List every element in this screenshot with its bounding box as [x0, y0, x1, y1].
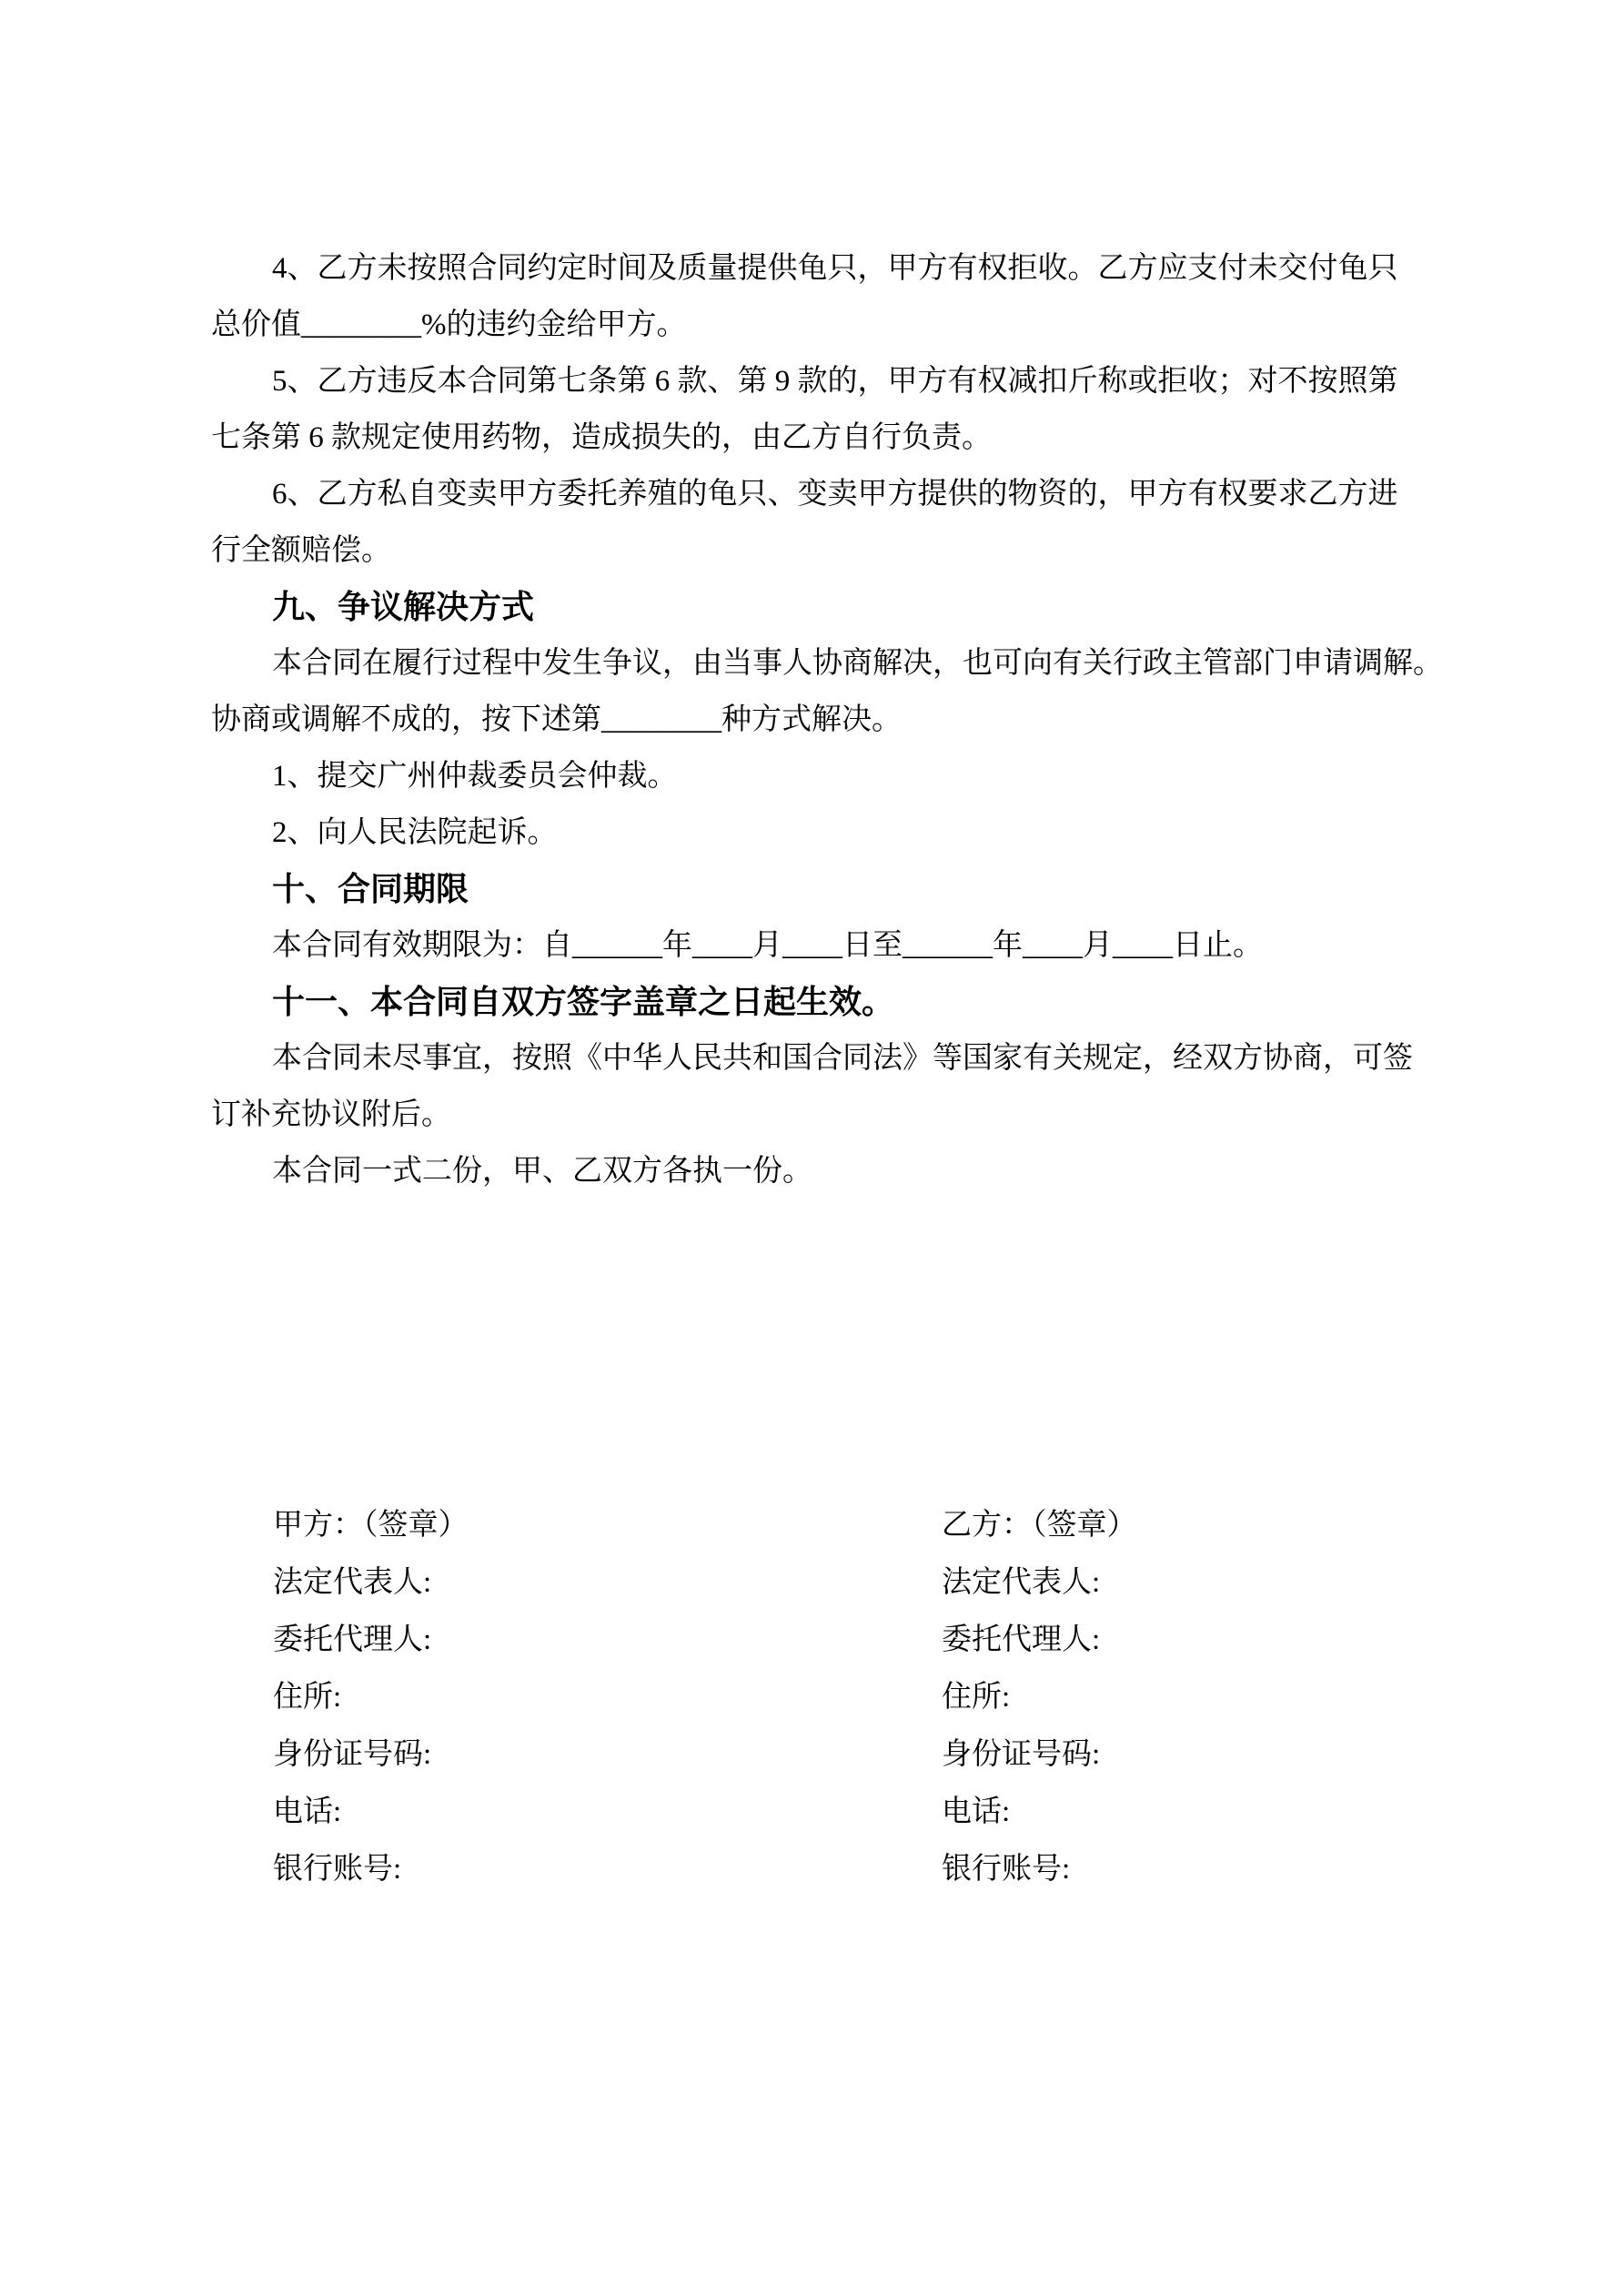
section-heading: 十一、本合同自双方签字盖章之日起生效。 — [272, 983, 895, 1020]
contract-body — [211, 240, 1443, 1199]
signature-field-label: 银行账号: — [942, 1853, 1071, 1886]
party-b-label: 乙方：（签章） — [942, 1509, 1137, 1542]
text-line: 本合同有效期限为：自______年____月____日至______年____月____日止。 — [272, 929, 1263, 962]
text-line: 5、乙方违反本合同第七条第 6 款、第 9 款的，甲方有权减扣斤称或拒收；对不按照第 — [272, 365, 1398, 398]
signature-field-label: 住所: — [942, 1681, 1011, 1714]
party-b-signature-column — [942, 1497, 1137, 1898]
party-a-fields — [273, 1554, 942, 1898]
section-heading: 十、合同期限 — [272, 870, 469, 907]
text-line: 协商或调解不成的，按下述第________种方式解决。 — [211, 703, 902, 736]
signature-field-label: 法定代表人: — [273, 1566, 432, 1599]
section-heading: 九、争议解决方式 — [272, 588, 535, 625]
signature-field-label: 委托代理人: — [942, 1623, 1101, 1656]
text-line: 1、提交广州仲裁委员会仲裁。 — [272, 760, 678, 793]
text-line: 订补充协议附后。 — [211, 1098, 451, 1131]
signature-field-label: 电话: — [942, 1795, 1011, 1828]
signature-field-label: 身份证号码: — [942, 1738, 1101, 1771]
signature-field-label: 身份证号码: — [273, 1738, 432, 1771]
party-a-signature-column — [273, 1497, 942, 1898]
text-line: 4、乙方未按照合同约定时间及质量提供龟只，甲方有权拒收。乙方应支付未交付龟只 — [272, 252, 1398, 285]
text-line: 本合同未尽事宜，按照《中华人民共和国合同法》等国家有关规定，经双方协商，可签 — [272, 1042, 1413, 1075]
text-line: 本合同在履行过程中发生争议，由当事人协商解决，也可向有关行政主管部门申请调解。 — [272, 647, 1443, 680]
text-line: 本合同一式二份，甲、乙双方各执一份。 — [272, 1155, 812, 1188]
text-line: 总价值________%的违约金给甲方。 — [211, 308, 687, 341]
signature-field-label: 委托代理人: — [273, 1623, 432, 1656]
signature-block — [273, 1497, 1137, 1898]
signature-field-label: 银行账号: — [273, 1853, 402, 1886]
party-a-label: 甲方：（签章） — [273, 1509, 469, 1542]
text-line: 6、乙方私自变卖甲方委托养殖的龟只、变卖甲方提供的物资的，甲方有权要求乙方进 — [272, 478, 1398, 511]
signature-field-label: 法定代表人: — [942, 1566, 1101, 1599]
text-line: 行全额赔偿。 — [211, 534, 391, 567]
text-line: 2、向人民法院起诉。 — [272, 816, 558, 849]
signature-field-label: 电话: — [273, 1795, 342, 1828]
text-line: 七条第 6 款规定使用药物，造成损失的，由乙方自行负责。 — [211, 421, 992, 454]
signature-field-label: 住所: — [273, 1681, 342, 1714]
party-b-fields — [942, 1554, 1137, 1898]
